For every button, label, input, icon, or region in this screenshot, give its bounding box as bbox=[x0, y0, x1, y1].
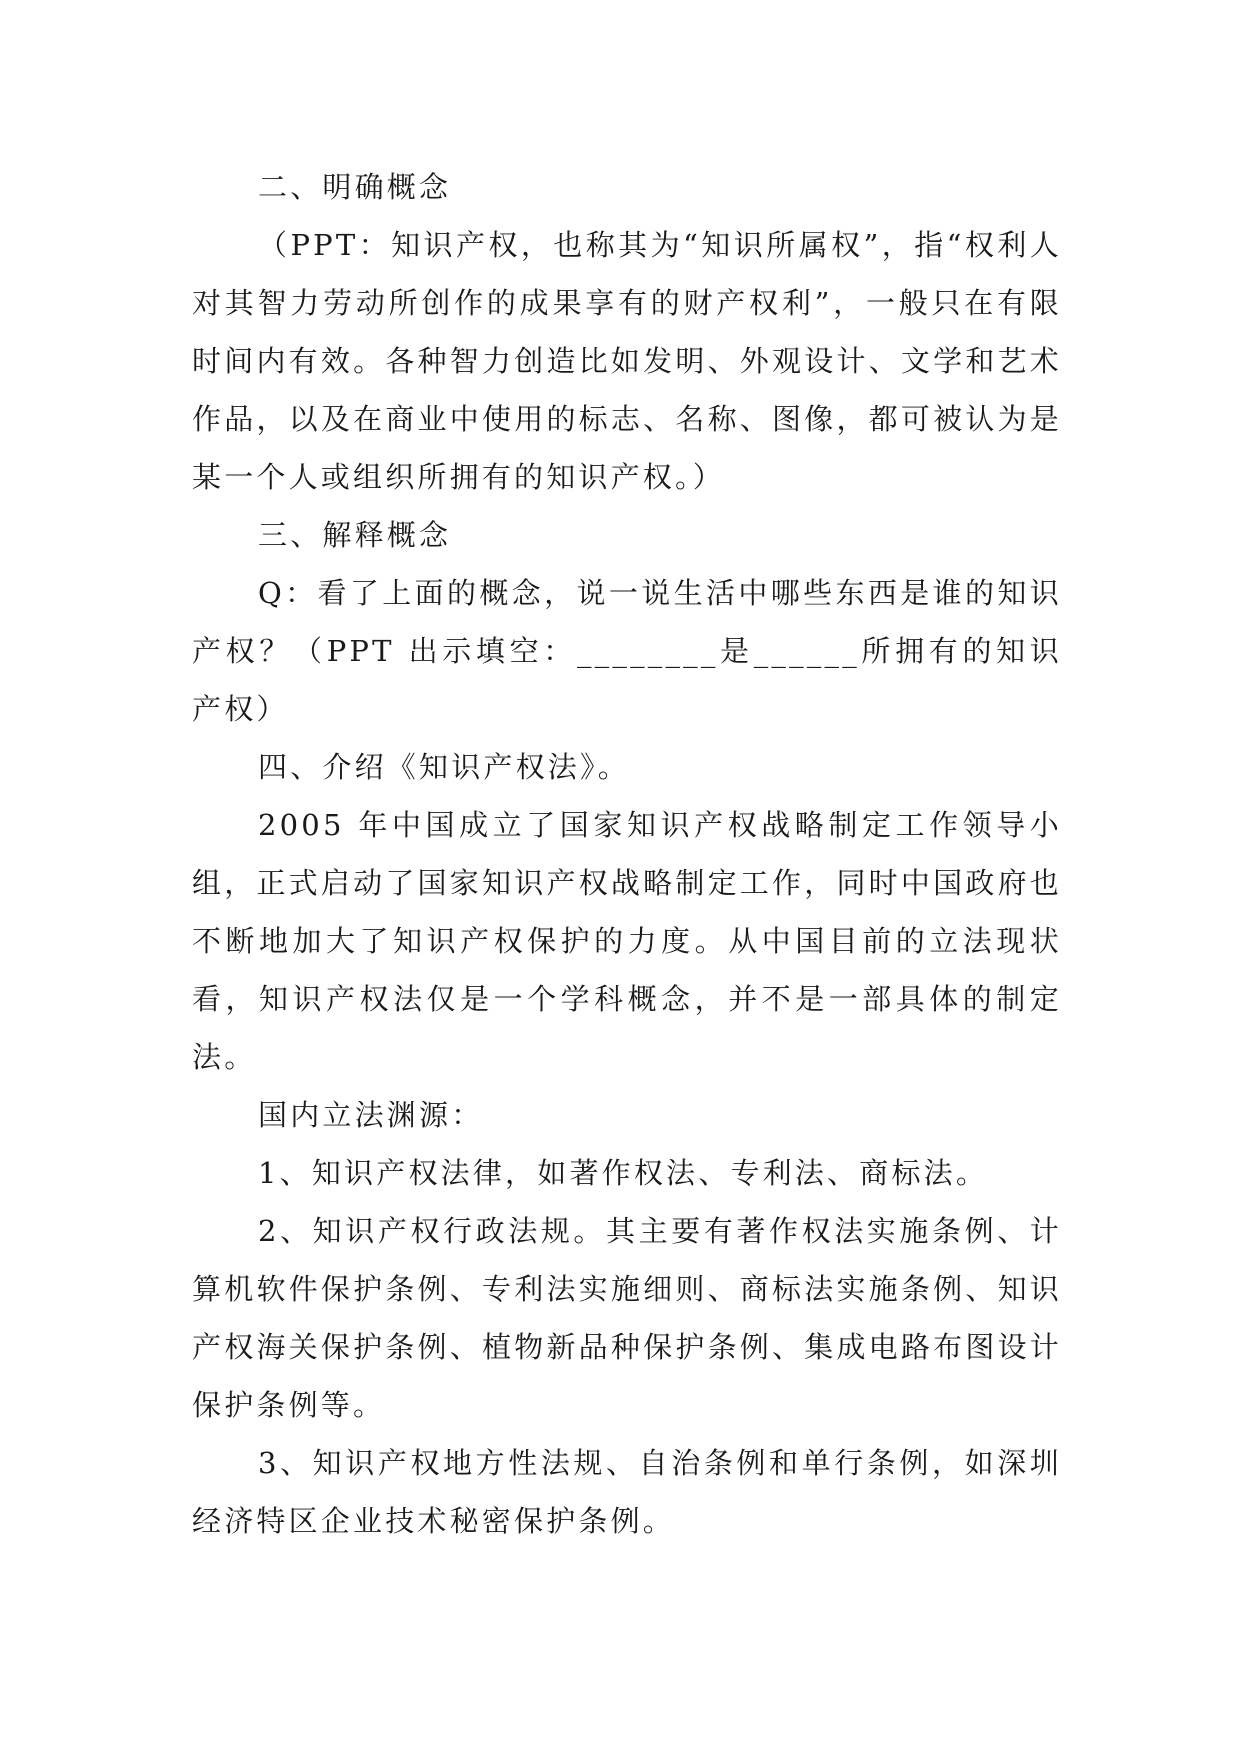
domestic-sources-heading: 国内立法渊源： bbox=[258, 1098, 484, 1132]
law-history-paragraph: 2005 年中国成立了国家知识产权战略制定工作领导小组，正式启动了国家知识产权战略制定工作，同时中国政府也不断地加大了知识产权保护的力度。从中国目前的立法现状看，知识产权法仅是一个学科概念，并不是一部具体的制定法。 bbox=[192, 808, 1062, 1074]
section-heading-clarify-concept: 二、明确概念 bbox=[258, 170, 452, 204]
ppt-definition-paragraph: （PPT：知识产权，也称其为“知识所属权”，指“权利人对其智力劳动所创作的成果享有的财产权利”，一般只在有限时间内有效。各种智力创造比如发明、外观设计、文学和艺术作品，以及在商业中使用的标志、名称、图像，都可被认为是某一个人或组织所拥有的知识产权。） bbox=[192, 228, 1062, 494]
list-item-1: 1、知识产权法律，如著作权法、专利法、商标法。 bbox=[258, 1156, 989, 1190]
section-heading-introduce-law: 四、介绍《知识产权法》。 bbox=[258, 750, 630, 784]
section-heading-explain-concept: 三、解释概念 bbox=[258, 518, 452, 552]
list-item-2: 2、知识产权行政法规。其主要有著作权法实施条例、计算机软件保护条例、专利法实施细则、商标法实施条例、知识产权海关保护条例、植物新品种保护条例、集成电路布图设计保护条例等。 bbox=[192, 1214, 1062, 1422]
list-item-3: 3、知识产权地方性法规、自治条例和单行条例，如深圳经济特区企业技术秘密保护条例。 bbox=[192, 1446, 1062, 1538]
question-paragraph: Q：看了上面的概念，说一说生活中哪些东西是谁的知识产权？（PPT 出示填空：________是______所拥有的知识产权） bbox=[192, 576, 1062, 726]
document-body bbox=[192, 158, 1062, 1550]
